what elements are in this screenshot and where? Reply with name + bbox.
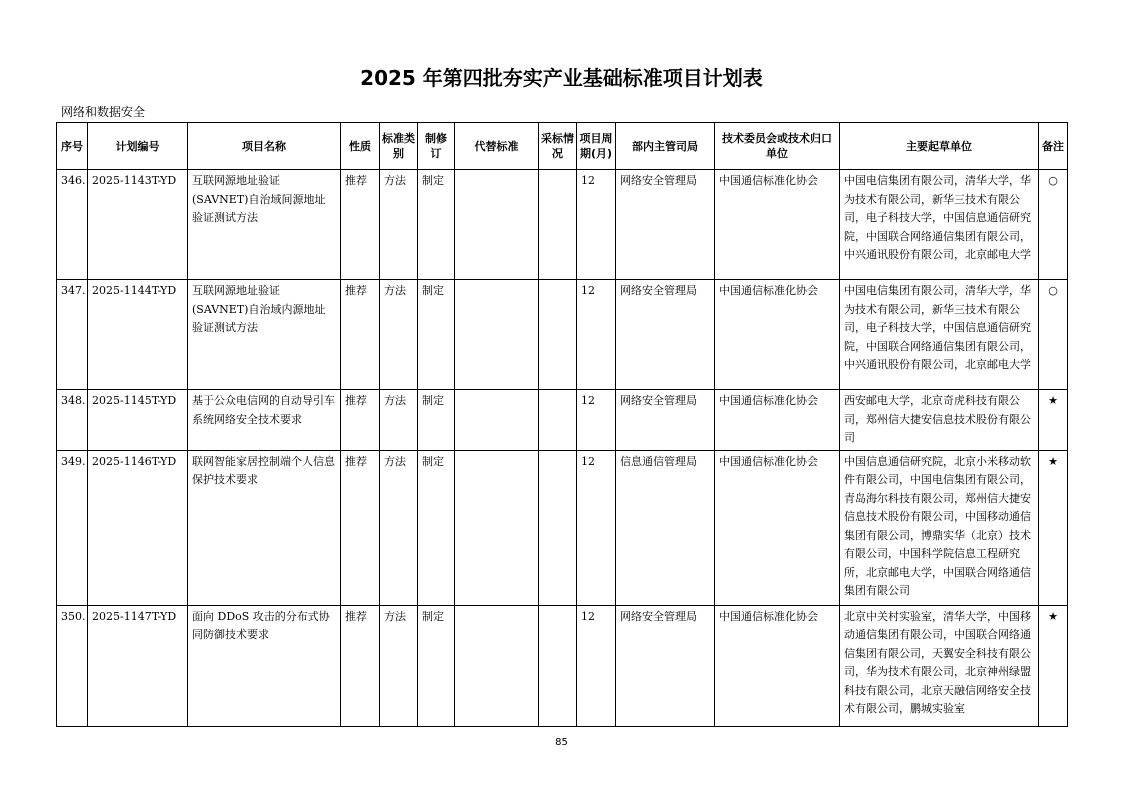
- cell-revise: 制定: [418, 280, 455, 390]
- header-revise: 制修订: [418, 123, 455, 170]
- cell-period: 12: [577, 390, 616, 451]
- cell-committee: 中国通信标准化协会: [715, 605, 840, 726]
- header-seq: 序号: [57, 123, 88, 170]
- cell-adopt: [539, 280, 577, 390]
- cell-dept: 信息通信管理局: [616, 450, 715, 605]
- cell-std-type: 方法: [380, 280, 418, 390]
- cell-note: ★: [1039, 450, 1068, 605]
- header-plan-no: 计划编号: [88, 123, 188, 170]
- header-dept: 部内主管司局: [616, 123, 715, 170]
- cell-replace: [455, 450, 539, 605]
- table-row: [57, 170, 1068, 280]
- cell-drafters: 北京中关村实验室，清华大学，中国移动通信集团有限公司，中国联合网络通信集团有限公司，天翼安全科技有限公司，华为技术有限公司，北京神州绿盟科技有限公司，北京天融信网络安全技术有限公司，鹏城实验室: [840, 605, 1039, 726]
- cell-adopt: [539, 605, 577, 726]
- cell-name: 基于公众电信网的自动导引车系统网络安全技术要求: [188, 390, 341, 451]
- cell-drafters: 中国电信集团有限公司，清华大学，华为技术有限公司，新华三技术有限公司，电子科技大学，中国信息通信研究院，中国联合网络通信集团有限公司，中兴通讯股份有限公司，北京邮电大学: [840, 170, 1039, 280]
- cell-std-type: 方法: [380, 170, 418, 280]
- table-header-row: [57, 123, 1068, 170]
- cell-seq: 347.: [57, 280, 88, 390]
- cell-drafters: 中国信息通信研究院，北京小米移动软件有限公司，中国电信集团有限公司，青岛海尔科技有限公司，郑州信大捷安信息技术股份有限公司，中国移动通信集团有限公司，博鼎实华（北京）技术有限公司，中国科学院信息工程研究所，北京邮电大学，中国联合网络通信集团有限公司: [840, 450, 1039, 605]
- cell-nature: 推荐: [341, 170, 380, 280]
- cell-plan-no: 2025-1145T-YD: [88, 390, 188, 451]
- page-number: 85: [555, 737, 568, 748]
- table-row: [57, 605, 1068, 726]
- cell-seq: 346.: [57, 170, 88, 280]
- cell-replace: [455, 280, 539, 390]
- cell-nature: 推荐: [341, 280, 380, 390]
- cell-replace: [455, 170, 539, 280]
- cell-name: 互联网源地址验证(SAVNET)自治域内源地址验证测试方法: [188, 280, 341, 390]
- cell-dept: 网络安全管理局: [616, 170, 715, 280]
- section-label: 网络和数据安全: [61, 105, 146, 119]
- cell-note: ○: [1039, 280, 1068, 390]
- cell-committee: 中国通信标准化协会: [715, 170, 840, 280]
- cell-plan-no: 2025-1147T-YD: [88, 605, 188, 726]
- cell-replace: [455, 390, 539, 451]
- header-period: 项目周期(月): [577, 123, 616, 170]
- cell-period: 12: [577, 605, 616, 726]
- cell-note: ★: [1039, 390, 1068, 451]
- header-drafters: 主要起草单位: [840, 123, 1039, 170]
- cell-note: ○: [1039, 170, 1068, 280]
- table-row: [57, 280, 1068, 390]
- cell-adopt: [539, 170, 577, 280]
- page-title: 2025 年第四批夯实产业基础标准项目计划表: [360, 66, 763, 90]
- header-committee: 技术委员会或技术归口单位: [715, 123, 840, 170]
- table-row: [57, 450, 1068, 605]
- cell-period: 12: [577, 280, 616, 390]
- cell-nature: 推荐: [341, 605, 380, 726]
- cell-std-type: 方法: [380, 450, 418, 605]
- cell-dept: 网络安全管理局: [616, 390, 715, 451]
- cell-adopt: [539, 450, 577, 605]
- cell-period: 12: [577, 170, 616, 280]
- header-adopt: 采标情况: [539, 123, 577, 170]
- header-note: 备注: [1039, 123, 1068, 170]
- cell-committee: 中国通信标准化协会: [715, 450, 840, 605]
- header-name: 项目名称: [188, 123, 341, 170]
- cell-std-type: 方法: [380, 390, 418, 451]
- cell-plan-no: 2025-1143T-YD: [88, 170, 188, 280]
- cell-nature: 推荐: [341, 390, 380, 451]
- header-std-type: 标准类别: [380, 123, 418, 170]
- cell-seq: 350.: [57, 605, 88, 726]
- header-replace: 代替标准: [455, 123, 539, 170]
- cell-adopt: [539, 390, 577, 451]
- cell-replace: [455, 605, 539, 726]
- cell-dept: 网络安全管理局: [616, 280, 715, 390]
- cell-seq: 349.: [57, 450, 88, 605]
- cell-note: ★: [1039, 605, 1068, 726]
- cell-drafters: 中国电信集团有限公司，清华大学，华为技术有限公司，新华三技术有限公司，电子科技大学，中国信息通信研究院，中国联合网络通信集团有限公司，中兴通讯股份有限公司，北京邮电大学: [840, 280, 1039, 390]
- cell-committee: 中国通信标准化协会: [715, 280, 840, 390]
- cell-drafters: 西安邮电大学，北京奇虎科技有限公司，郑州信大捷安信息技术股份有限公司: [840, 390, 1039, 451]
- cell-std-type: 方法: [380, 605, 418, 726]
- cell-revise: 制定: [418, 450, 455, 605]
- cell-seq: 348.: [57, 390, 88, 451]
- cell-nature: 推荐: [341, 450, 380, 605]
- cell-plan-no: 2025-1146T-YD: [88, 450, 188, 605]
- cell-revise: 制定: [418, 170, 455, 280]
- cell-plan-no: 2025-1144T-YD: [88, 280, 188, 390]
- cell-name: 互联网源地址验证(SAVNET)自治域间源地址验证测试方法: [188, 170, 341, 280]
- header-nature: 性质: [341, 123, 380, 170]
- plan-table: [56, 122, 1068, 727]
- table-row: [57, 390, 1068, 451]
- cell-name: 联网智能家居控制端个人信息保护技术要求: [188, 450, 341, 605]
- cell-revise: 制定: [418, 390, 455, 451]
- cell-name: 面向 DDoS 攻击的分布式协同防御技术要求: [188, 605, 341, 726]
- cell-revise: 制定: [418, 605, 455, 726]
- cell-committee: 中国通信标准化协会: [715, 390, 840, 451]
- cell-dept: 网络安全管理局: [616, 605, 715, 726]
- cell-period: 12: [577, 450, 616, 605]
